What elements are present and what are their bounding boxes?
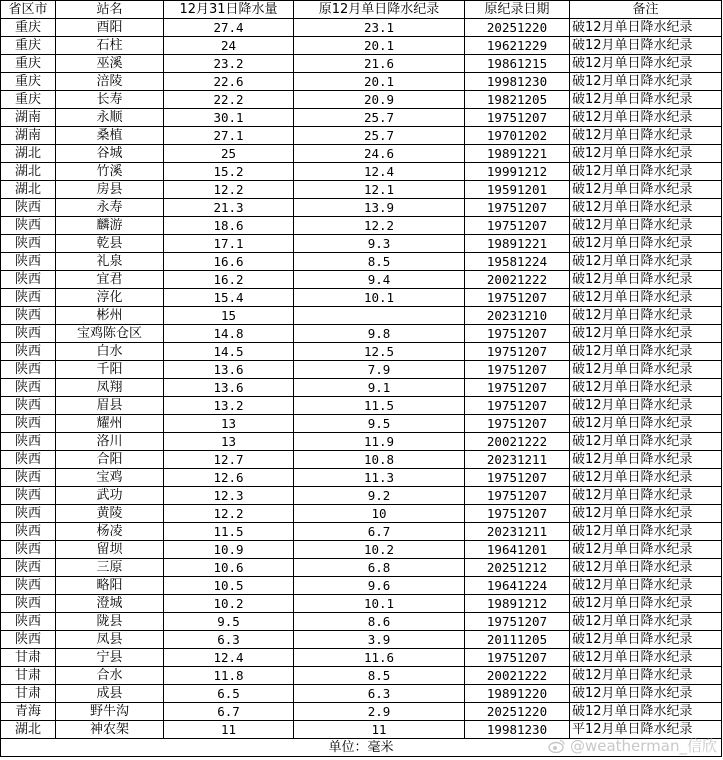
cell-station: 竹溪	[56, 163, 164, 181]
table-row	[1, 73, 722, 91]
cell-station: 三原	[56, 559, 164, 577]
cell-province: 湖北	[1, 181, 56, 199]
table-row	[1, 127, 722, 145]
table-row	[1, 271, 722, 289]
cell-record-date: 19891212	[465, 595, 570, 613]
cell-record-date: 19751207	[465, 415, 570, 433]
table-row	[1, 667, 722, 685]
cell-dec31-precip: 22.6	[164, 73, 294, 91]
cell-remark: 破12月单日降水纪录	[570, 577, 722, 595]
cell-old-record: 8.6	[294, 613, 465, 631]
cell-remark: 破12月单日降水纪录	[570, 307, 722, 325]
table-row	[1, 235, 722, 253]
cell-record-date: 19891221	[465, 145, 570, 163]
cell-remark: 破12月单日降水纪录	[570, 505, 722, 523]
cell-province: 陕西	[1, 469, 56, 487]
cell-old-record: 12.2	[294, 217, 465, 235]
cell-remark: 破12月单日降水纪录	[570, 523, 722, 541]
cell-province: 陕西	[1, 433, 56, 451]
header-dec31-precip: 12月31日降水量	[164, 1, 294, 19]
cell-old-record: 24.6	[294, 145, 465, 163]
table-row	[1, 325, 722, 343]
table-row	[1, 415, 722, 433]
cell-record-date: 19751207	[465, 613, 570, 631]
table-row	[1, 541, 722, 559]
cell-dec31-precip: 13.6	[164, 379, 294, 397]
table-row	[1, 505, 722, 523]
cell-old-record: 25.7	[294, 127, 465, 145]
cell-dec31-precip: 12.4	[164, 649, 294, 667]
cell-record-date: 20021222	[465, 667, 570, 685]
cell-old-record: 9.4	[294, 271, 465, 289]
cell-record-date: 19981230	[465, 721, 570, 739]
cell-dec31-precip: 15	[164, 307, 294, 325]
table-row	[1, 613, 722, 631]
cell-old-record: 8.5	[294, 253, 465, 271]
cell-old-record: 20.9	[294, 91, 465, 109]
cell-province: 陕西	[1, 199, 56, 217]
cell-record-date: 20021222	[465, 271, 570, 289]
cell-province: 陕西	[1, 451, 56, 469]
header-row	[1, 1, 722, 19]
cell-province: 青海	[1, 703, 56, 721]
cell-station: 淳化	[56, 289, 164, 307]
cell-province: 陕西	[1, 541, 56, 559]
cell-remark: 破12月单日降水纪录	[570, 181, 722, 199]
cell-remark: 平12月单日降水纪录	[570, 721, 722, 739]
table-row	[1, 361, 722, 379]
cell-station: 野牛沟	[56, 703, 164, 721]
table-row	[1, 451, 722, 469]
cell-station: 略阳	[56, 577, 164, 595]
cell-remark: 破12月单日降水纪录	[570, 613, 722, 631]
cell-record-date: 20231211	[465, 523, 570, 541]
cell-old-record: 10	[294, 505, 465, 523]
cell-dec31-precip: 10.5	[164, 577, 294, 595]
cell-province: 陕西	[1, 379, 56, 397]
cell-dec31-precip: 11.8	[164, 667, 294, 685]
cell-dec31-precip: 13	[164, 433, 294, 451]
cell-dec31-precip: 6.5	[164, 685, 294, 703]
cell-dec31-precip: 30.1	[164, 109, 294, 127]
cell-remark: 破12月单日降水纪录	[570, 469, 722, 487]
cell-station: 澄城	[56, 595, 164, 613]
cell-dec31-precip: 13.6	[164, 361, 294, 379]
cell-remark: 破12月单日降水纪录	[570, 235, 722, 253]
cell-dec31-precip: 11.5	[164, 523, 294, 541]
cell-remark: 破12月单日降水纪录	[570, 487, 722, 505]
cell-old-record: 2.9	[294, 703, 465, 721]
table-row	[1, 199, 722, 217]
cell-station: 酉阳	[56, 19, 164, 37]
cell-old-record: 12.5	[294, 343, 465, 361]
cell-province: 重庆	[1, 37, 56, 55]
cell-old-record: 21.6	[294, 55, 465, 73]
table-row	[1, 307, 722, 325]
cell-province: 陕西	[1, 595, 56, 613]
cell-province: 重庆	[1, 73, 56, 91]
cell-station: 长寿	[56, 91, 164, 109]
cell-record-date: 19751207	[465, 397, 570, 415]
cell-dec31-precip: 24	[164, 37, 294, 55]
cell-station: 房县	[56, 181, 164, 199]
cell-station: 千阳	[56, 361, 164, 379]
cell-province: 湖南	[1, 109, 56, 127]
cell-province: 陕西	[1, 271, 56, 289]
cell-remark: 破12月单日降水纪录	[570, 271, 722, 289]
cell-remark: 破12月单日降水纪录	[570, 559, 722, 577]
cell-remark: 破12月单日降水纪录	[570, 73, 722, 91]
cell-record-date: 20231211	[465, 451, 570, 469]
table-row	[1, 523, 722, 541]
cell-record-date: 19751207	[465, 379, 570, 397]
cell-province: 陕西	[1, 325, 56, 343]
cell-province: 陕西	[1, 235, 56, 253]
cell-province: 陕西	[1, 505, 56, 523]
unit-note: 单位：毫米	[1, 739, 722, 757]
cell-record-date: 19821205	[465, 91, 570, 109]
table-row	[1, 19, 722, 37]
cell-station: 宁县	[56, 649, 164, 667]
cell-remark: 破12月单日降水纪录	[570, 415, 722, 433]
table-row	[1, 91, 722, 109]
table-row	[1, 397, 722, 415]
cell-old-record: 7.9	[294, 361, 465, 379]
cell-dec31-precip: 18.6	[164, 217, 294, 235]
table-row	[1, 109, 722, 127]
cell-station: 眉县	[56, 397, 164, 415]
cell-remark: 破12月单日降水纪录	[570, 631, 722, 649]
header-record-date: 原纪录日期	[465, 1, 570, 19]
table-row	[1, 631, 722, 649]
header-station: 站名	[56, 1, 164, 19]
cell-province: 重庆	[1, 55, 56, 73]
cell-dec31-precip: 6.3	[164, 631, 294, 649]
cell-dec31-precip: 6.7	[164, 703, 294, 721]
table-row	[1, 559, 722, 577]
table-row	[1, 469, 722, 487]
cell-station: 宜君	[56, 271, 164, 289]
cell-province: 陕西	[1, 361, 56, 379]
cell-remark: 破12月单日降水纪录	[570, 163, 722, 181]
table-row	[1, 703, 722, 721]
cell-dec31-precip: 10.2	[164, 595, 294, 613]
cell-old-record: 10.1	[294, 595, 465, 613]
cell-dec31-precip: 27.1	[164, 127, 294, 145]
cell-station: 武功	[56, 487, 164, 505]
cell-dec31-precip: 12.7	[164, 451, 294, 469]
cell-dec31-precip: 14.5	[164, 343, 294, 361]
cell-remark: 破12月单日降水纪录	[570, 433, 722, 451]
cell-dec31-precip: 11	[164, 721, 294, 739]
cell-old-record: 25.7	[294, 109, 465, 127]
table-row	[1, 433, 722, 451]
cell-remark: 破12月单日降水纪录	[570, 667, 722, 685]
cell-old-record: 20.1	[294, 37, 465, 55]
cell-province: 陕西	[1, 487, 56, 505]
cell-province: 陕西	[1, 307, 56, 325]
cell-old-record: 11	[294, 721, 465, 739]
cell-old-record: 11.3	[294, 469, 465, 487]
cell-remark: 破12月单日降水纪录	[570, 199, 722, 217]
cell-province: 湖北	[1, 145, 56, 163]
cell-remark: 破12月单日降水纪录	[570, 343, 722, 361]
cell-old-record: 8.5	[294, 667, 465, 685]
cell-record-date: 19621229	[465, 37, 570, 55]
cell-old-record: 23.1	[294, 19, 465, 37]
cell-remark: 破12月单日降水纪录	[570, 109, 722, 127]
cell-station: 凤县	[56, 631, 164, 649]
header-remark: 备注	[570, 1, 722, 19]
cell-remark: 破12月单日降水纪录	[570, 55, 722, 73]
cell-remark: 破12月单日降水纪录	[570, 145, 722, 163]
cell-station: 留坝	[56, 541, 164, 559]
cell-dec31-precip: 10.6	[164, 559, 294, 577]
cell-station: 杨凌	[56, 523, 164, 541]
cell-old-record: 20.1	[294, 73, 465, 91]
cell-record-date: 19751207	[465, 487, 570, 505]
cell-remark: 破12月单日降水纪录	[570, 649, 722, 667]
cell-record-date: 19981230	[465, 73, 570, 91]
cell-old-record: 9.1	[294, 379, 465, 397]
table-row	[1, 487, 722, 505]
cell-station: 永寿	[56, 199, 164, 217]
cell-dec31-precip: 13.2	[164, 397, 294, 415]
cell-province: 重庆	[1, 91, 56, 109]
cell-record-date: 19891220	[465, 685, 570, 703]
cell-record-date: 19891221	[465, 235, 570, 253]
cell-province: 陕西	[1, 523, 56, 541]
cell-old-record: 9.5	[294, 415, 465, 433]
cell-old-record: 11.6	[294, 649, 465, 667]
cell-province: 陕西	[1, 397, 56, 415]
cell-station: 彬州	[56, 307, 164, 325]
cell-dec31-precip: 9.5	[164, 613, 294, 631]
cell-station: 谷城	[56, 145, 164, 163]
cell-province: 陕西	[1, 217, 56, 235]
cell-record-date: 20231210	[465, 307, 570, 325]
cell-province: 陕西	[1, 289, 56, 307]
cell-record-date: 19641224	[465, 577, 570, 595]
cell-station: 巫溪	[56, 55, 164, 73]
cell-station: 白水	[56, 343, 164, 361]
cell-station: 桑植	[56, 127, 164, 145]
cell-record-date: 19751207	[465, 199, 570, 217]
cell-old-record: 12.1	[294, 181, 465, 199]
cell-record-date: 19751207	[465, 289, 570, 307]
cell-dec31-precip: 12.3	[164, 487, 294, 505]
cell-station: 永顺	[56, 109, 164, 127]
cell-record-date: 19581224	[465, 253, 570, 271]
cell-dec31-precip: 12.6	[164, 469, 294, 487]
cell-record-date: 19751207	[465, 109, 570, 127]
table-row	[1, 145, 722, 163]
cell-dec31-precip: 12.2	[164, 505, 294, 523]
cell-old-record: 10.2	[294, 541, 465, 559]
cell-remark: 破12月单日降水纪录	[570, 91, 722, 109]
cell-dec31-precip: 16.6	[164, 253, 294, 271]
cell-station: 黄陵	[56, 505, 164, 523]
cell-station: 洛川	[56, 433, 164, 451]
cell-station: 成县	[56, 685, 164, 703]
weibo-logo-icon	[548, 739, 566, 753]
cell-dec31-precip: 23.2	[164, 55, 294, 73]
cell-station: 神农架	[56, 721, 164, 739]
table-row	[1, 253, 722, 271]
cell-old-record: 12.4	[294, 163, 465, 181]
cell-record-date: 20251220	[465, 19, 570, 37]
cell-dec31-precip: 22.2	[164, 91, 294, 109]
cell-station: 麟游	[56, 217, 164, 235]
cell-station: 合阳	[56, 451, 164, 469]
cell-station: 合水	[56, 667, 164, 685]
cell-record-date: 19751207	[465, 649, 570, 667]
cell-record-date: 19751207	[465, 505, 570, 523]
table-row	[1, 181, 722, 199]
cell-station: 涪陵	[56, 73, 164, 91]
cell-dec31-precip: 10.9	[164, 541, 294, 559]
cell-record-date: 19861215	[465, 55, 570, 73]
cell-province: 陕西	[1, 253, 56, 271]
cell-province: 甘肃	[1, 667, 56, 685]
cell-old-record: 6.8	[294, 559, 465, 577]
cell-province: 甘肃	[1, 649, 56, 667]
cell-remark: 破12月单日降水纪录	[570, 253, 722, 271]
cell-province: 陕西	[1, 613, 56, 631]
cell-record-date: 20251212	[465, 559, 570, 577]
cell-remark: 破12月单日降水纪录	[570, 289, 722, 307]
cell-old-record: 3.9	[294, 631, 465, 649]
cell-remark: 破12月单日降水纪录	[570, 397, 722, 415]
cell-dec31-precip: 14.8	[164, 325, 294, 343]
table-row	[1, 595, 722, 613]
table-row	[1, 577, 722, 595]
cell-dec31-precip: 25	[164, 145, 294, 163]
cell-province: 湖南	[1, 127, 56, 145]
cell-old-record: 9.3	[294, 235, 465, 253]
table-row	[1, 289, 722, 307]
cell-remark: 破12月单日降水纪录	[570, 19, 722, 37]
cell-station: 凤翔	[56, 379, 164, 397]
cell-record-date: 20111205	[465, 631, 570, 649]
cell-old-record	[294, 307, 465, 325]
cell-province: 陕西	[1, 343, 56, 361]
cell-old-record: 13.9	[294, 199, 465, 217]
table-body	[1, 19, 722, 739]
cell-station: 礼泉	[56, 253, 164, 271]
table-row	[1, 37, 722, 55]
cell-old-record: 9.8	[294, 325, 465, 343]
cell-station: 石柱	[56, 37, 164, 55]
cell-record-date: 19701202	[465, 127, 570, 145]
cell-remark: 破12月单日降水纪录	[570, 37, 722, 55]
cell-province: 湖北	[1, 163, 56, 181]
cell-remark: 破12月单日降水纪录	[570, 361, 722, 379]
cell-province: 重庆	[1, 19, 56, 37]
cell-record-date: 19751207	[465, 343, 570, 361]
cell-remark: 破12月单日降水纪录	[570, 541, 722, 559]
cell-station: 宝鸡	[56, 469, 164, 487]
table-row	[1, 379, 722, 397]
cell-record-date: 19751207	[465, 469, 570, 487]
cell-dec31-precip: 15.2	[164, 163, 294, 181]
table-row	[1, 217, 722, 235]
cell-province: 湖北	[1, 721, 56, 739]
header-old-record: 原12月单日降水纪录	[294, 1, 465, 19]
watermark-text: @weatherman_信欣	[569, 737, 717, 755]
cell-province: 甘肃	[1, 685, 56, 703]
cell-dec31-precip: 27.4	[164, 19, 294, 37]
cell-old-record: 6.7	[294, 523, 465, 541]
cell-dec31-precip: 15.4	[164, 289, 294, 307]
header-province: 省区市	[1, 1, 56, 19]
cell-old-record: 9.2	[294, 487, 465, 505]
table-row	[1, 163, 722, 181]
cell-remark: 破12月单日降水纪录	[570, 685, 722, 703]
cell-record-date: 19751207	[465, 361, 570, 379]
cell-record-date: 19751207	[465, 217, 570, 235]
cell-station: 陇县	[56, 613, 164, 631]
table-row	[1, 685, 722, 703]
cell-old-record: 10.1	[294, 289, 465, 307]
cell-province: 陕西	[1, 415, 56, 433]
cell-dec31-precip: 21.3	[164, 199, 294, 217]
cell-record-date: 19591201	[465, 181, 570, 199]
cell-record-date: 20251220	[465, 703, 570, 721]
cell-remark: 破12月单日降水纪录	[570, 325, 722, 343]
table-header	[1, 1, 722, 19]
cell-dec31-precip: 16.2	[164, 271, 294, 289]
cell-record-date: 19751207	[465, 325, 570, 343]
cell-remark: 破12月单日降水纪录	[570, 703, 722, 721]
cell-station: 乾县	[56, 235, 164, 253]
table-row	[1, 649, 722, 667]
table-row	[1, 55, 722, 73]
cell-old-record: 6.3	[294, 685, 465, 703]
cell-station: 耀州	[56, 415, 164, 433]
cell-dec31-precip: 13	[164, 415, 294, 433]
cell-remark: 破12月单日降水纪录	[570, 451, 722, 469]
cell-old-record: 11.9	[294, 433, 465, 451]
cell-dec31-precip: 17.1	[164, 235, 294, 253]
cell-dec31-precip: 12.2	[164, 181, 294, 199]
cell-remark: 破12月单日降水纪录	[570, 379, 722, 397]
cell-station: 宝鸡陈仓区	[56, 325, 164, 343]
cell-old-record: 11.5	[294, 397, 465, 415]
cell-record-date: 19641201	[465, 541, 570, 559]
cell-old-record: 9.6	[294, 577, 465, 595]
cell-old-record: 10.8	[294, 451, 465, 469]
cell-record-date: 20021222	[465, 433, 570, 451]
watermark	[548, 735, 717, 756]
cell-province: 陕西	[1, 631, 56, 649]
cell-remark: 破12月单日降水纪录	[570, 595, 722, 613]
cell-remark: 破12月单日降水纪录	[570, 127, 722, 145]
cell-record-date: 19991212	[465, 163, 570, 181]
table-row	[1, 343, 722, 361]
cell-remark: 破12月单日降水纪录	[570, 217, 722, 235]
cell-province: 陕西	[1, 577, 56, 595]
cell-province: 陕西	[1, 559, 56, 577]
